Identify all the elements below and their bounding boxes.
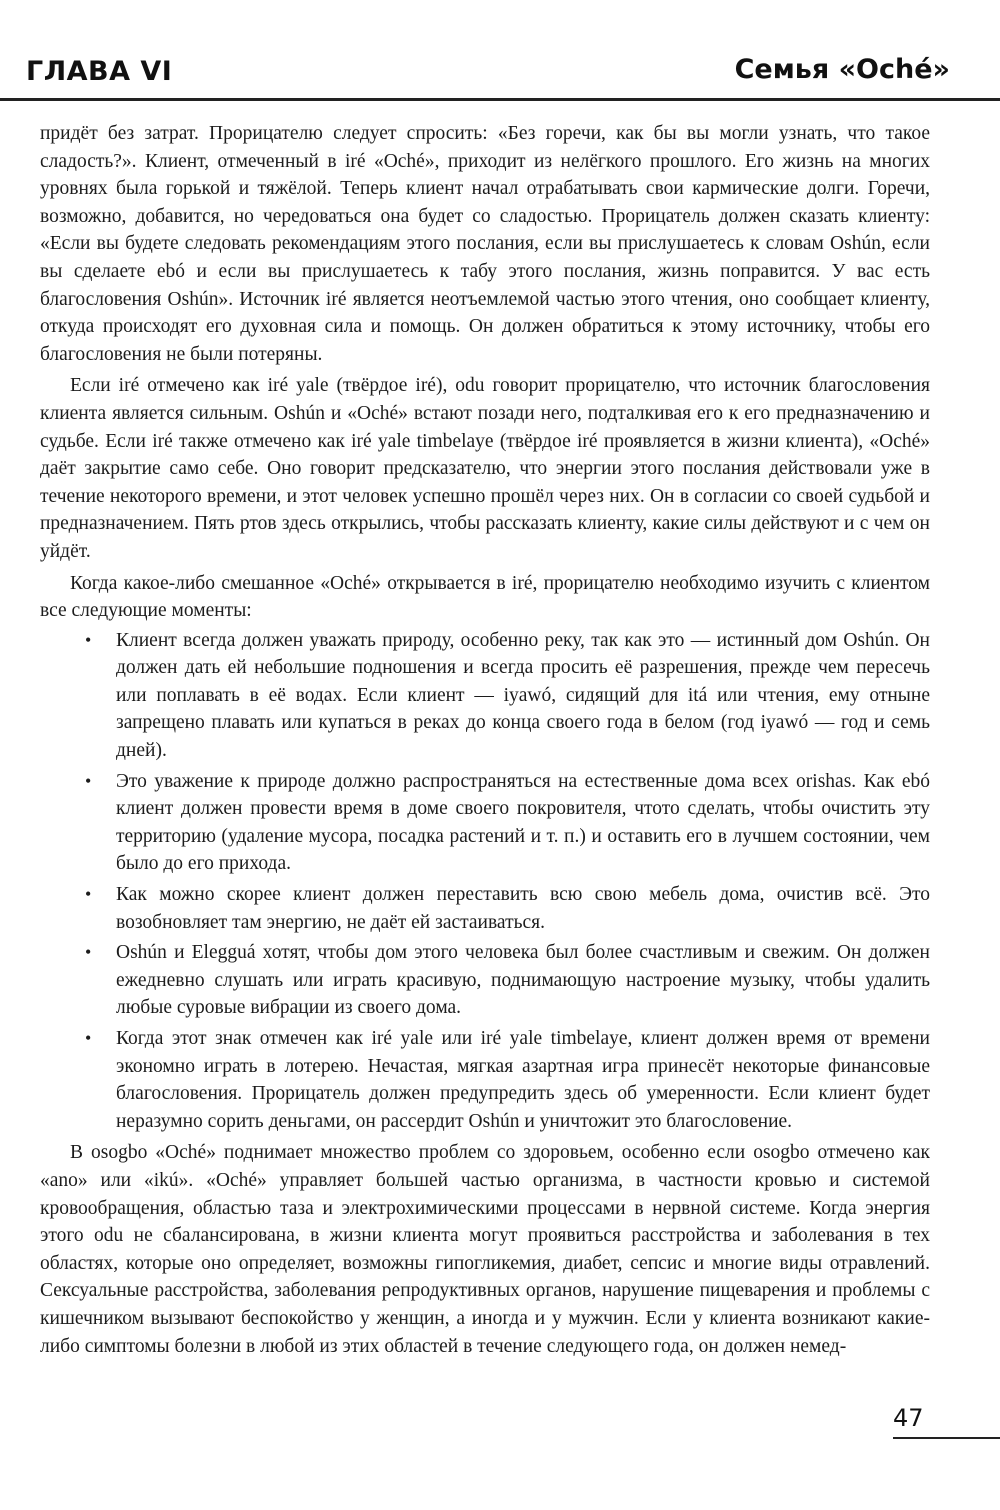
- chapter-label: ГЛАВА VI: [26, 56, 173, 87]
- page-header: [0, 0, 1000, 104]
- list-item: [85, 1025, 930, 1135]
- list-item: [85, 627, 930, 765]
- list-item: [85, 881, 930, 936]
- list-item-text: Это уважение к природе должно распространяться на естественные дома всех orishas. Как ebó клиент должен провести время в доме своего покровителя, чтото сделать, чтобы очистить эту территорию (удаление мусора, посадка растений и т. п.) и оставить его в лучшем состоянии, чем было до его прихода.: [116, 770, 930, 875]
- paragraph: Когда какое-либо смешанное «Oché» открывается в iré, прорицателю необходимо изучить с клиентом все следующие моменты:: [40, 572, 930, 622]
- paragraph: придёт без затрат. Прорицателю следует спросить: «Без горечи, как бы вы могли узнать, что такое сладость?». Клиент, отмеченный в iré «Oché», приходит из нелёгкого прошлого. Его жизнь на многих уровнях была горькой и тяжёлой. Теперь клиент начал отрабатывать свои кармические долги. Горечи, возможно, добавится, но чередоваться она будет со сладостью. Прорицатель должен сказать клиенту: «Если вы будете следовать рекомендациям этого послания, если вы прислушаетесь к словам Oshún, если вы сделаете ebó и если вы прислушаетесь к табу этого послания, жизнь поправится. У вас есть благословения Oshún». Источник iré является неотъемлемой частью этого чтения, оно сообщает клиенту, откуда происходят его духовная сила и помощь. Он должен обратиться к этому источнику, чтобы его благословения не были потеряны.: [40, 123, 930, 365]
- list-item-text: Oshún и Elegguá хотят, чтобы дом этого человека был более счастливым и свежим. Он должен ежедневно слушать или играть красивую, поднимающую настроение музыку, чтобы удалить любые суровые вибрации из своего дома.: [116, 942, 930, 1019]
- footer-rule: [893, 1437, 1000, 1439]
- bullet-icon: •: [85, 770, 92, 791]
- page-number: 47: [893, 1404, 924, 1432]
- bullet-list: [40, 627, 930, 1136]
- paragraph: В osogbo «Oché» поднимает множество проблем со здоровьем, особенно если osogbo отмечено как «ano» или «ikú». «Oché» управляет большей частью организма, в частности кровью и системой кровообращения, областью таза и электрохимическими процессами в нервной системе. Когда энергия этого odu не сбалансирована, в жизни клиента могут проявиться расстройства и заболевания в тех областях, которые оно определяет, возможны гипогликемия, диабет, сепсис и многие виды отравлений. Сексуальные расстройства, заболевания репродуктивных органов, нарушение пищеварения и проблемы с кишечником вызывают беспокойство у женщин, а иногда и у мужчин. Если у клиента возникают какие-либо симптомы болезни в любой из этих областей в течение следующего года, он должен немед-: [40, 1142, 930, 1357]
- body-text: [40, 120, 930, 1360]
- list-item: [85, 939, 930, 1022]
- list-item-text: Как можно скорее клиент должен переставить всю свою мебель дома, очистив всё. Это возобновляет там энергию, не даёт ей застаиваться.: [116, 884, 930, 933]
- list-item-text: Клиент всегда должен уважать природу, особенно реку, так как это — истинный дом Oshún. Он должен дать ей небольшие подношения и всегда просить её разрешения, прежде чем пересечь или поплавать в её водах. Если клиент — iyawó, сидящий для itá или чтения, ему отныне запрещено плавать или купаться в реках до конца своего года в белом (год iyawó — год и семь дней).: [116, 629, 930, 762]
- paragraph: Если iré отмечено как iré yale (твёрдое iré), odu говорит прорицателю, что источник благословения клиента является сильным. Oshún и «Oché» встают позади него, подталкивая его к его предназначению и судьбе. Если iré также отмечено как iré yale timbelaye (твёрдое iré проявляется в жизни клиента), «Oché» даёт закрытие само себе. Оно говорит предсказателю, что энергии этого послания действовали уже в течение некоторого времени, и этот человек успешно прошёл через них. Он в согласии со своей судьбой и предназначением. Пять ртов здесь открылись, чтобы рассказать клиенту, какие силы действуют и с чем он уйдёт.: [40, 375, 930, 562]
- list-item-text: Когда этот знак отмечен как iré yale или iré yale timbelaye, клиент должен время от времени экономно играть в лотерею. Нечастая, мягкая азартная игра принесёт некоторые финансовые благословения. Прорицатель должен предупредить здесь об умеренности. Если клиент будет неразумно сорить деньгами, он рассердит Oshún и уничтожит это благословение.: [116, 1028, 930, 1132]
- bullet-icon: •: [85, 884, 92, 905]
- bullet-icon: •: [85, 942, 92, 963]
- chapter-title: Семья «Oché»: [734, 54, 950, 85]
- bullet-icon: •: [85, 629, 92, 650]
- list-item: [85, 768, 930, 878]
- bullet-icon: •: [85, 1028, 92, 1048]
- header-rule: [0, 98, 1000, 101]
